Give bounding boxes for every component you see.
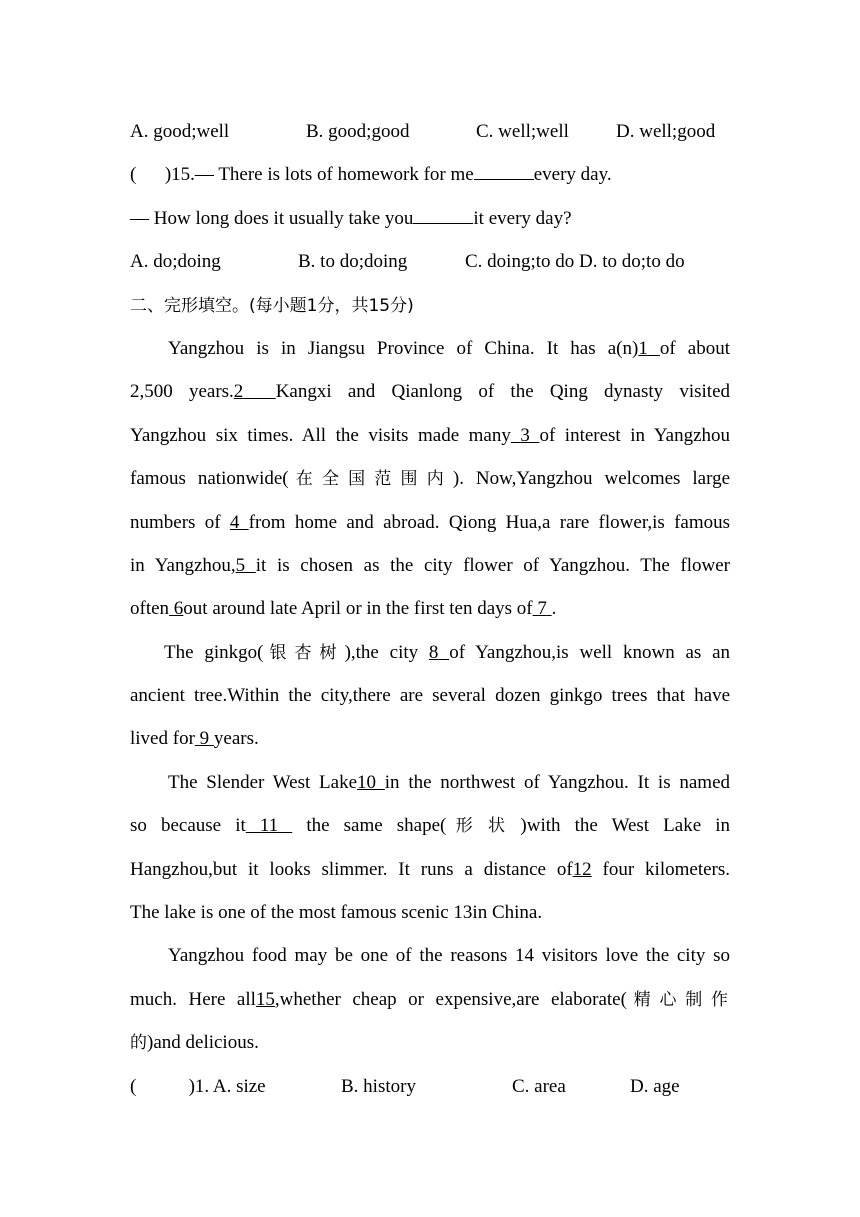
q1-answer-paren: ( ) [130, 1075, 195, 1097]
blank-2: 2 [233, 381, 244, 403]
text: Yangzhou food may be one of the reasons 14 visitors love the city so [168, 945, 730, 967]
passage-p1-line3 [130, 414, 730, 457]
q15-option-b: B. to do;doing [298, 251, 408, 273]
text: it is chosen as the city flower of Yangzhou. The flower [255, 554, 730, 576]
passage-p3-line2 [130, 804, 730, 847]
passage-p1-line1 [130, 327, 730, 370]
passage-p2-line3 [130, 717, 730, 760]
passage-p1-line6 [130, 544, 730, 587]
blank-12: 12 [572, 858, 592, 880]
q14-option-b: B. good;good [306, 121, 410, 142]
q15-line1 [130, 153, 730, 196]
q1-line [130, 1065, 730, 1108]
text: The ginkgo( [164, 641, 264, 663]
text: . [551, 598, 557, 620]
text: Yangzhou six times. All the visits made many [130, 424, 511, 446]
text: the same shape( [306, 815, 447, 837]
document-page [130, 110, 730, 1108]
q15-stem: 15.— There is lots of homework for me [171, 164, 474, 186]
passage-p4-line3 [130, 1021, 730, 1064]
q15-blank-2 [413, 207, 473, 224]
text: often [130, 598, 170, 620]
blank-8: 8 [428, 641, 439, 663]
text: Yangzhou is in Jiangsu Province of China. It has a(n) [168, 337, 639, 359]
passage-p3-line4 [130, 891, 730, 934]
q1-stem [130, 1065, 341, 1108]
section-heading [130, 284, 730, 327]
q14-options [130, 110, 730, 153]
passage-p1-line4 [130, 457, 730, 500]
text: ),the city [344, 641, 419, 663]
blank-11: 11 [259, 815, 279, 837]
q15-option-a: A. do;doing [130, 251, 221, 273]
blank-5: 5 [235, 554, 246, 576]
q1-option-d: D. age [630, 1075, 680, 1097]
q15-stem-end: every day. [533, 164, 612, 186]
blank-10: 10 [357, 771, 377, 793]
chinese-gloss: 在全国范围内 [288, 469, 453, 490]
q1-option-c: C. area [512, 1075, 566, 1097]
passage-p2-line1 [130, 631, 730, 674]
text: Hangzhou,but it looks slimmer. It runs a distance of [130, 858, 573, 880]
q15-line2 [130, 197, 730, 240]
q14-option-d: D. well;good [616, 121, 716, 142]
passage-p3-line1 [130, 761, 730, 804]
q15-line2-text: — How long does it usually take you [130, 207, 414, 229]
text: in the northwest of Yangzhou. It is named [384, 771, 730, 793]
chinese-gloss: 银杏树 [263, 642, 345, 663]
text: in Yangzhou, [130, 554, 236, 576]
blank-4: 4 [229, 511, 240, 533]
blank-9: 9 [199, 728, 210, 750]
text: of interest in Yangzhou [539, 424, 730, 446]
text: 2,500 years. [130, 381, 234, 403]
text: ,whether cheap or expensive,are elaborate( [274, 988, 627, 1010]
text: famous nationwide( [130, 468, 289, 490]
q15-options [130, 240, 730, 283]
passage-p1-line7 [130, 587, 730, 630]
passage-p4-line1 [130, 934, 730, 977]
q15-option-cd: C. doing;to do D. to do;to do [465, 251, 685, 273]
q15-answer-paren: ( ) [130, 164, 172, 186]
q14-option-c: C. well;well [476, 121, 569, 142]
text: The Slender West Lake [168, 771, 358, 793]
blank-1: 1 [638, 337, 648, 359]
text: lived for [130, 728, 195, 750]
text: )with the West Lake in [520, 815, 730, 837]
q15-line2-end: it every day? [473, 207, 572, 229]
text: years. [213, 728, 259, 750]
text: ). Now,Yangzhou welcomes large [452, 468, 730, 490]
blank-3: 3 [520, 424, 530, 446]
text: four kilometers. [602, 858, 730, 880]
text: numbers of [130, 511, 221, 533]
q15-blank-1 [474, 163, 534, 180]
blank-7: 7 [537, 598, 547, 620]
text: out around late April or in the first ten days of [183, 598, 533, 620]
text: much. Here all [130, 988, 256, 1010]
text: Kangxi and Qianlong of the Qing dynasty visited [275, 381, 730, 403]
q1-option-a: 1. A. size [194, 1075, 266, 1097]
chinese-gloss: 精心制作 [626, 989, 730, 1010]
text: of Yangzhou,is well known as an [449, 641, 730, 663]
chinese-gloss: 形状 [446, 816, 521, 837]
q14-option-a: A. good;well [130, 121, 230, 142]
q1-option-b: B. history [341, 1075, 416, 1097]
passage-p4-line2 [130, 978, 730, 1021]
chinese-gloss: 的 [130, 1033, 147, 1054]
text: )and delicious. [147, 1032, 259, 1054]
blank-6: 6 [173, 598, 184, 620]
passage-p1-line2 [130, 370, 730, 413]
text: from home and abroad. Qiong Hua,a rare flower,is famous [248, 511, 730, 533]
passage-p3-line3 [130, 848, 730, 891]
passage-p1-line5 [130, 501, 730, 544]
text: of about [659, 337, 730, 359]
passage-p2-line2 [130, 674, 730, 717]
text: The lake is one of the most famous scenic 13in China. [130, 902, 543, 924]
text: so because it [130, 815, 246, 837]
section-heading-text: 二、完形填空。(每小题1分，共15分) [130, 295, 414, 316]
text: ancient tree.Within the city,there are several dozen ginkgo trees that have [130, 685, 730, 707]
blank-15: 15 [255, 988, 275, 1010]
